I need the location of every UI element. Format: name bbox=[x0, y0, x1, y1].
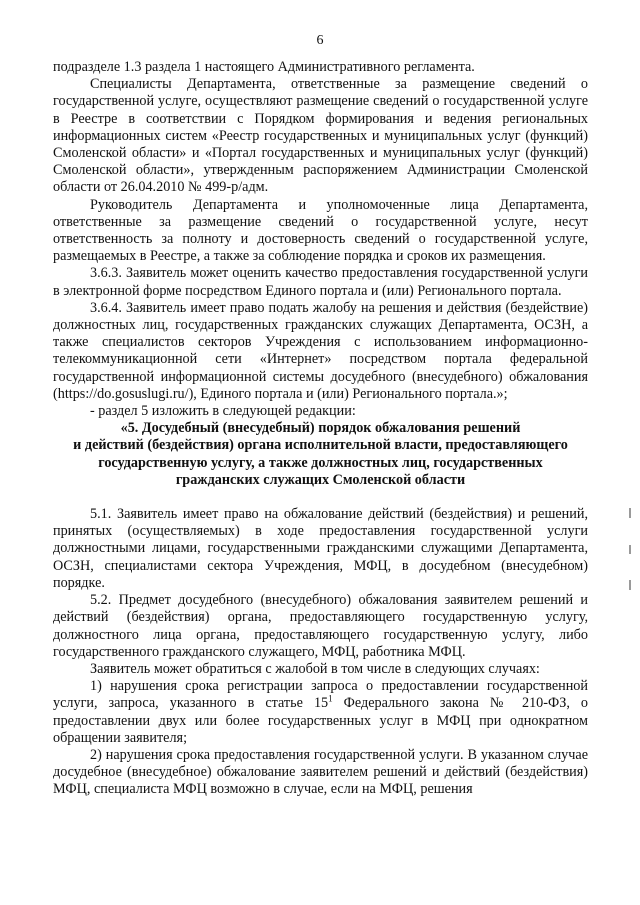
document-body bbox=[53, 59, 588, 799]
heading-line: и действий (бездействия) органа исполнительной власти, предоставляющего bbox=[73, 437, 568, 454]
list-item-text: Федерального закона № 210-ФЗ, о предоставлении двух или более государственных услуг в МФЦ при однократном обращении заявителя; bbox=[53, 695, 588, 746]
paragraph: 5.1. Заявитель имеет право на обжалование действий (бездействия) и решений, принятых (осуществляемых) в ходе предоставления государственной услуги должностными лицами, государственными гражданскими служащими Департамента, ОСЗН, специалистами сектора Учреждения, МФЦ, в досудебном (внесудебном) порядке. bbox=[53, 506, 588, 591]
scan-artifact bbox=[629, 580, 631, 590]
paragraph: 3.6.3. Заявитель может оценить качество предоставления государственной услуги в электронной форме посредством Единого портала и (или) Регионального портала. bbox=[53, 265, 588, 299]
scan-artifact bbox=[629, 508, 631, 518]
list-item-text: 1) нарушения срока регистрации запроса о предоставлении государственной услуги, запроса, указанного в статье 15 bbox=[53, 678, 588, 712]
list-item: 2) нарушения срока предоставления государственной услуги. В указанном случае досудебное (внесудебное) обжалование заявителем решений и действий (бездействия) МФЦ, специалиста МФЦ возможно в случае, если на МФЦ, решения bbox=[53, 746, 588, 798]
paragraph: 5.2. Предмет досудебного (внесудебного) обжалования заявителем решений и действий (бездействия) органа, предоставляющего государственную услугу, должностного лица органа, предоставляющего государственную услугу, либо государственного гражданского служащего, МФЦ, работника МФЦ. bbox=[53, 592, 588, 660]
paragraph: Заявитель может обратиться с жалобой в том числе в следующих случаях: bbox=[90, 660, 540, 677]
heading-line: «5. Досудебный (внесудебный) порядок обжалования решений bbox=[120, 420, 521, 437]
section-5-heading bbox=[53, 420, 588, 489]
page-number: 6 bbox=[316, 33, 324, 48]
paragraph: подразделе 1.3 раздела 1 настоящего Административного регламента. bbox=[53, 59, 475, 75]
paragraph: Специалисты Департамента, ответственные за размещение сведений о государственной услуге, осуществляют размещение сведений о государственной услуге в Реестре в соответствии с Порядком формирования и ведения региональных информационных систем «Реестр государственных и муниципальных услуг (функций) Смоленской области» и «Портал государственных и муниципальных услуг (функций) Смоленской области», утвержденным распоряжением Администрации Смоленской области от 26.04.2010 № 499-р/адм. bbox=[53, 76, 588, 196]
scan-artifact bbox=[629, 545, 631, 554]
superscript: 1 bbox=[328, 693, 333, 704]
paragraph: - раздел 5 изложить в следующей редакции: bbox=[90, 403, 356, 420]
list-item bbox=[53, 678, 588, 747]
paragraph: Руководитель Департамента и уполномоченные лица Департамента, ответственные за размещение сведений о государственной услуге, несут ответственность за полноту и достоверность сведений о государственной услуге, размещаемых в Реестре, а также за соблюдение порядка и сроков их размещения. bbox=[53, 196, 588, 265]
heading-line: государственную услугу, а также должностных лиц, государственных bbox=[98, 454, 543, 471]
paragraph: 3.6.4. Заявитель имеет право подать жалобу на решения и действия (бездействие) должностных лиц, государственных гражданских служащих Департамента, ОСЗН, а также специалистов секторов Учреждения с использованием информационно-телекоммуникационной сети «Интернет» посредством портала федеральной государственной информационной системы досудебного (внесудебного) обжалования (https://do.gosuslugi.ru/), Единого портала и (или) Регионального портала.»; bbox=[53, 299, 588, 402]
heading-line: гражданских служащих Смоленской области bbox=[175, 471, 466, 488]
